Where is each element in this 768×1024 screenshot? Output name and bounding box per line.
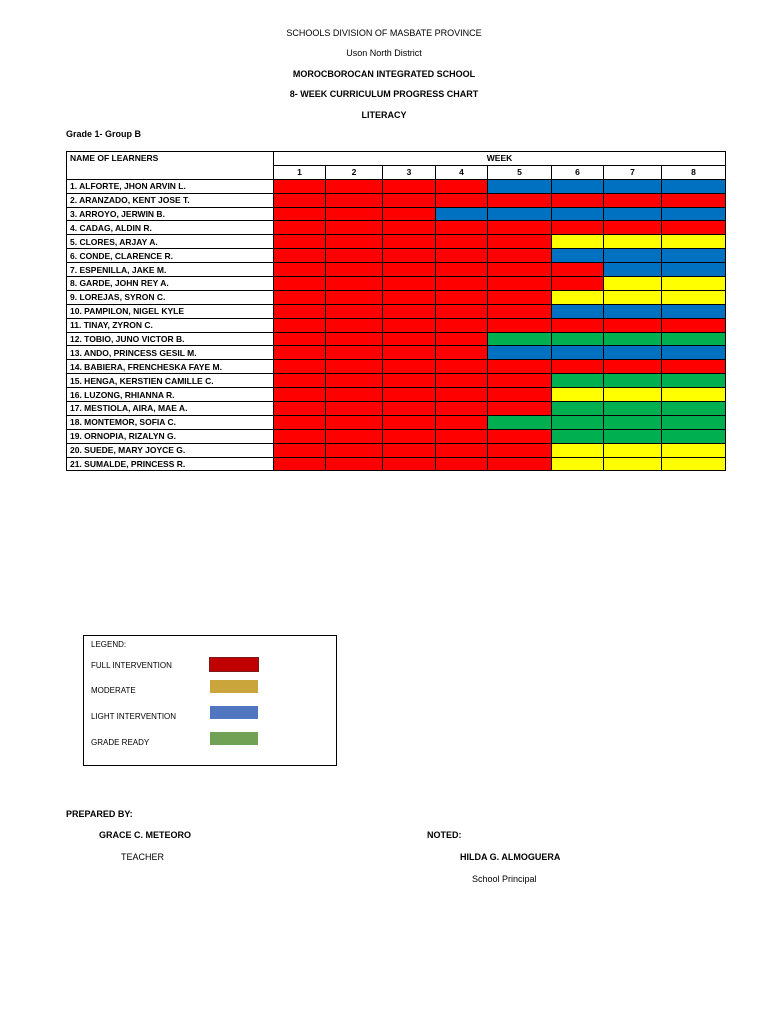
preparer-name: GRACE C. METEORO [99,830,192,840]
progress-cell [488,415,552,429]
legend-swatch-grade-ready [210,732,258,745]
learner-row [67,304,726,318]
learner-name: 3. ARROYO, JERWIN B. [67,207,274,221]
legend-label-full-intervention: FULL INTERVENTION [91,661,172,670]
preparer-title: TEACHER [121,852,165,862]
grade-group-label: Grade 1- Group B [66,129,142,139]
progress-cell [662,263,726,277]
progress-table [66,151,726,471]
progress-cell [488,374,552,388]
progress-cell [326,290,383,304]
progress-cell [662,443,726,457]
progress-cell [488,318,552,332]
progress-cell [274,429,326,443]
progress-cell [326,374,383,388]
legend-swatch-full-intervention [210,658,258,671]
learner-name: 1. ALFORTE, JHON ARVIN L. [67,179,274,193]
progress-cell [662,277,726,291]
learner-name: 19. ORNOPIA, RIZALYN G. [67,429,274,443]
progress-cell [436,304,488,318]
progress-cell [274,332,326,346]
progress-cell [604,346,662,360]
learner-name: 9. LOREJAS, SYRON C. [67,290,274,304]
learner-row [67,277,726,291]
progress-cell [552,443,604,457]
progress-cell [604,374,662,388]
progress-cell [436,179,488,193]
progress-cell [662,193,726,207]
progress-cell [274,360,326,374]
progress-cell [383,207,436,221]
progress-cell [488,360,552,374]
learner-row [67,402,726,416]
progress-cell [552,277,604,291]
learner-name: 8. GARDE, JOHN REY A. [67,277,274,291]
progress-cell [604,318,662,332]
progress-cell [274,415,326,429]
week-header: WEEK [274,152,726,166]
progress-cell [274,443,326,457]
learner-name: 18. MONTEMOR, SOFIA C. [67,415,274,429]
progress-cell [552,415,604,429]
progress-cell [604,332,662,346]
progress-cell [662,388,726,402]
progress-cell [326,304,383,318]
progress-cell [326,277,383,291]
progress-cell [326,179,383,193]
legend-label-light-intervention: LIGHT INTERVENTION [91,712,177,721]
progress-cell [552,457,604,471]
progress-cell [274,263,326,277]
progress-cell [436,193,488,207]
progress-cell [662,290,726,304]
progress-cell [552,360,604,374]
progress-cell [604,402,662,416]
progress-cell [436,207,488,221]
progress-cell [383,263,436,277]
progress-cell [552,388,604,402]
learner-name: 14. BABIERA, FRENCHESKA FAYE M. [67,360,274,374]
learner-name: 5. CLORES, ARJAY A. [67,235,274,249]
progress-cell [326,207,383,221]
progress-cell [552,304,604,318]
learner-row [67,207,726,221]
progress-cell [274,221,326,235]
progress-cell [436,318,488,332]
progress-cell [326,263,383,277]
week-number-header: 6 [552,165,604,179]
progress-cell [383,304,436,318]
progress-cell [326,318,383,332]
progress-cell [326,193,383,207]
noter-name: HILDA G. ALMOGUERA [460,852,561,862]
progress-cell [274,235,326,249]
progress-cell [383,346,436,360]
progress-cell [604,277,662,291]
progress-cell [383,318,436,332]
progress-cell [604,235,662,249]
learner-name: 12. TOBIO, JUNO VICTOR B. [67,332,274,346]
progress-cell [604,415,662,429]
progress-cell [488,332,552,346]
learner-name: 2. ARANZADO, KENT JOSE T. [67,193,274,207]
progress-cell [383,235,436,249]
progress-cell [552,346,604,360]
legend-swatch-moderate [210,680,258,693]
progress-cell [326,346,383,360]
progress-cell [274,207,326,221]
progress-cell [436,221,488,235]
progress-cell [436,332,488,346]
progress-cell [274,457,326,471]
learner-row [67,346,726,360]
progress-cell [326,249,383,263]
legend-swatch-light-intervention [210,706,258,719]
progress-cell [552,207,604,221]
progress-cell [488,263,552,277]
learner-name: 11. TINAY, ZYRON C. [67,318,274,332]
progress-cell [436,346,488,360]
progress-cell [604,388,662,402]
progress-cell [326,360,383,374]
learner-name: 13. ANDO, PRINCESS GESIL M. [67,346,274,360]
progress-cell [662,318,726,332]
progress-cell [274,193,326,207]
learner-row [67,249,726,263]
progress-cell [488,443,552,457]
progress-cell [326,457,383,471]
progress-cell [662,179,726,193]
progress-cell [604,443,662,457]
name-column-header: NAME OF LEARNERS [67,152,274,180]
progress-cell [662,429,726,443]
prepared-by-label: PREPARED BY: [66,809,133,819]
progress-cell [488,304,552,318]
progress-cell [436,388,488,402]
progress-cell [488,179,552,193]
progress-cell [383,179,436,193]
progress-cell [383,277,436,291]
progress-cell [274,402,326,416]
legend-box [83,635,337,766]
progress-cell [436,277,488,291]
progress-cell [326,415,383,429]
learner-name: 4. CADAG, ALDIN R. [67,221,274,235]
learner-row [67,221,726,235]
progress-cell [604,429,662,443]
progress-cell [326,388,383,402]
learner-name: 16. LUZONG, RHIANNA R. [67,388,274,402]
week-number-header: 1 [274,165,326,179]
learner-name: 21. SUMALDE, PRINCESS R. [67,457,274,471]
progress-cell [383,415,436,429]
week-number-header: 7 [604,165,662,179]
progress-cell [274,179,326,193]
learner-row [67,388,726,402]
learner-name: 6. CONDE, CLARENCE R. [67,249,274,263]
learner-row [67,443,726,457]
learner-row [67,374,726,388]
legend-title: LEGEND: [91,640,127,649]
progress-cell [436,360,488,374]
progress-cell [488,388,552,402]
progress-cell [383,360,436,374]
progress-cell [326,443,383,457]
progress-cell [274,374,326,388]
progress-cell [383,374,436,388]
progress-cell [383,429,436,443]
progress-cell [662,235,726,249]
learner-row [67,263,726,277]
progress-cell [552,402,604,416]
learner-row [67,179,726,193]
progress-cell [326,402,383,416]
progress-cell [274,277,326,291]
progress-cell [552,290,604,304]
progress-cell [436,249,488,263]
learner-name: 20. SUEDE, MARY JOYCE G. [67,443,274,457]
learner-name: 15. HENGA, KERSTIEN CAMILLE C. [67,374,274,388]
legend-label-grade-ready: GRADE READY [91,738,150,747]
progress-cell [436,402,488,416]
progress-cell [326,332,383,346]
progress-cell [436,415,488,429]
learner-row [67,332,726,346]
progress-cell [604,221,662,235]
progress-cell [274,249,326,263]
progress-cell [662,249,726,263]
progress-cell [488,207,552,221]
progress-cell [436,429,488,443]
progress-cell [604,179,662,193]
division-name: SCHOOLS DIVISION OF MASBATE PROVINCE [286,28,482,38]
progress-cell [436,263,488,277]
progress-cell [604,193,662,207]
progress-cell [662,415,726,429]
progress-cell [604,249,662,263]
progress-cell [326,235,383,249]
week-number-header: 4 [436,165,488,179]
progress-cell [552,318,604,332]
subject-title: LITERACY [361,110,407,120]
noted-label: NOTED: [427,830,462,840]
week-number-header: 3 [383,165,436,179]
progress-cell [604,304,662,318]
noter-title: School Principal [472,874,537,884]
progress-cell [488,277,552,291]
progress-cell [274,318,326,332]
progress-cell [488,193,552,207]
legend-label-moderate: MODERATE [91,686,136,695]
progress-cell [552,332,604,346]
progress-cell [436,290,488,304]
progress-cell [604,290,662,304]
progress-cell [662,332,726,346]
progress-cell [436,374,488,388]
learner-row [67,415,726,429]
progress-cell [604,207,662,221]
progress-cell [552,193,604,207]
learner-row [67,193,726,207]
progress-cell [488,221,552,235]
progress-cell [436,457,488,471]
progress-cell [326,429,383,443]
progress-cell [488,457,552,471]
progress-cell [662,304,726,318]
learner-name: 7. ESPENILLA, JAKE M. [67,263,274,277]
learner-name: 10. PAMPILON, NIGEL KYLE [67,304,274,318]
school-name: MOROCBOROCAN INTEGRATED SCHOOL [292,69,476,79]
progress-cell [552,429,604,443]
progress-cell [604,360,662,374]
learner-name: 17. MESTIOLA, AIRA, MAE A. [67,402,274,416]
learner-row [67,429,726,443]
learner-row [67,457,726,471]
progress-cell [274,290,326,304]
week-number-header: 5 [488,165,552,179]
progress-cell [662,207,726,221]
progress-cell [383,193,436,207]
progress-cell [383,249,436,263]
progress-cell [488,346,552,360]
progress-cell [274,388,326,402]
progress-cell [274,346,326,360]
chart-title: 8- WEEK CURRICULUM PROGRESS CHART [289,89,479,99]
progress-cell [488,429,552,443]
progress-cell [383,290,436,304]
progress-cell [383,402,436,416]
progress-cell [604,263,662,277]
progress-cell [662,346,726,360]
progress-cell [488,402,552,416]
progress-cell [326,221,383,235]
progress-cell [383,388,436,402]
progress-cell [662,360,726,374]
progress-cell [552,179,604,193]
progress-cell [383,443,436,457]
progress-cell [604,457,662,471]
learner-row [67,290,726,304]
learner-row [67,360,726,374]
learner-row [67,318,726,332]
progress-cell [488,249,552,263]
progress-cell [383,332,436,346]
progress-cell [274,304,326,318]
progress-cell [383,221,436,235]
week-number-header: 2 [326,165,383,179]
progress-cell [383,457,436,471]
progress-cell [662,374,726,388]
progress-cell [662,221,726,235]
progress-cell [662,457,726,471]
progress-cell [436,443,488,457]
progress-cell [488,235,552,249]
learner-row [67,235,726,249]
progress-cell [552,374,604,388]
progress-cell [662,402,726,416]
progress-cell [488,290,552,304]
progress-cell [552,249,604,263]
progress-cell [552,263,604,277]
learner-rows [67,179,726,471]
progress-cell [436,235,488,249]
progress-cell [552,221,604,235]
district-name: Uson North District [346,48,422,58]
week-number-header: 8 [662,165,726,179]
progress-cell [552,235,604,249]
